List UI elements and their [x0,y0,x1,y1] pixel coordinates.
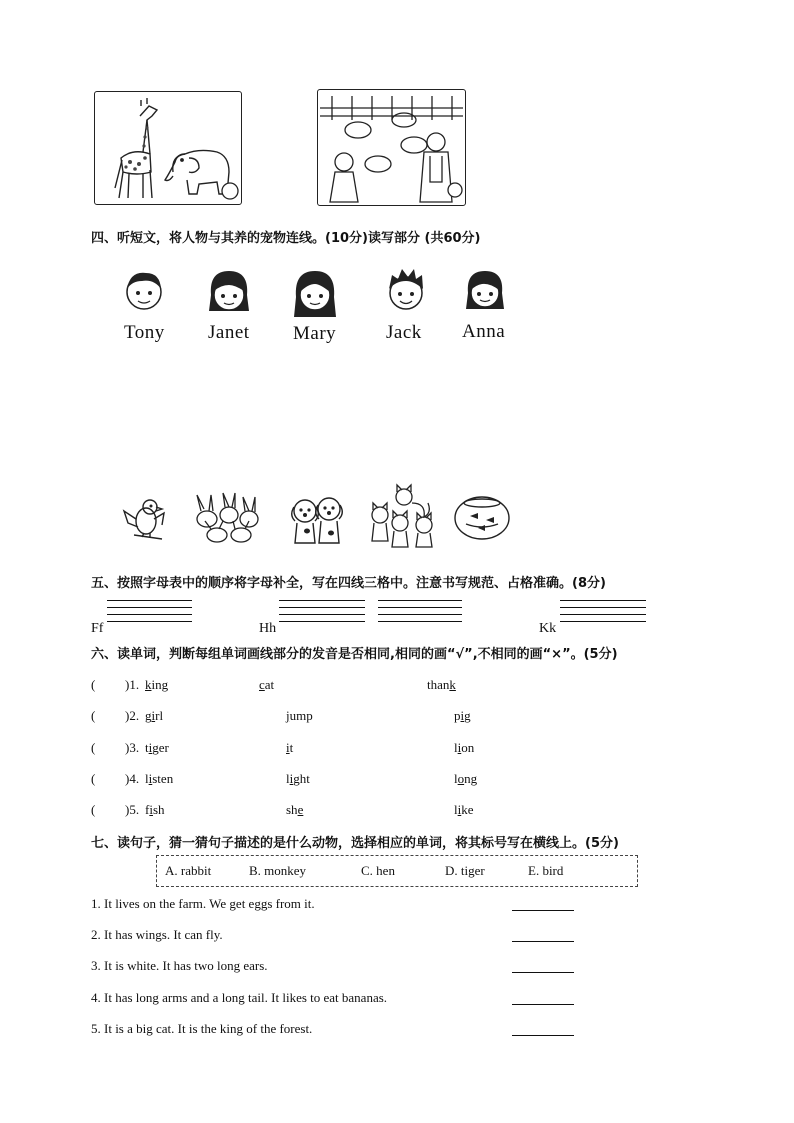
answer-blank-2[interactable] [512,941,574,942]
word-part: l [286,771,290,786]
tony-face-icon [120,265,168,317]
underlined-letters: k [449,677,456,692]
word [427,677,456,693]
writing-lines-2 [279,600,365,624]
person-name-jack: Jack [386,322,422,343]
underlined-letters: o [457,771,465,786]
writing-lines-1 [107,600,192,624]
word [286,802,303,818]
underlined-letters: k [145,677,152,692]
word [145,677,168,693]
option-a: A. rabbit [165,863,212,878]
answer-blank-4[interactable] [512,1004,574,1005]
sentence-5: 5. It is a big cat. It is the king of the forest. [91,1021,313,1036]
sentence-1: 1. It lives on the farm. We get eggs from it. [91,896,315,911]
janet-face-icon [205,265,253,319]
word [454,771,477,787]
answer-paren[interactable]: ( [91,677,96,692]
sentence-4: 4. It has long arms and a long tail. It likes to eat bananas. [91,990,388,1005]
giraffe-elephant-picture [94,91,242,205]
word [286,771,310,787]
bird-icon [120,497,168,543]
underlined-letters: j [286,708,290,723]
person-name-tony: Tony [124,322,165,343]
underlined-letters: e [297,802,304,817]
word-part: sh [152,802,165,817]
word-part: t [289,740,294,755]
fishbowl-icon [452,494,512,542]
answer-blank-5[interactable] [512,1035,574,1036]
answer-paren[interactable]: ( [91,708,96,723]
mary-face-icon [290,265,340,321]
answer-blank-1[interactable] [512,910,574,911]
jack-face-icon [382,265,430,317]
word-part: l [145,771,149,786]
section-6-title: 六、读单词，判断每组单词画线部分的发音是否相同,相同的画“√”,不相同的画“×”。(5分) [91,647,618,662]
underlined-letters: c [259,677,265,692]
word-part: g [145,708,152,723]
word [454,708,471,724]
underlined-letters: i [148,771,153,786]
letter-kk: Kk [539,621,557,636]
underlined-letters: i [457,740,462,755]
item-number: )2. [125,708,140,723]
section-5-title: 五、按照字母表中的顺序将字母补全，写在四线三格中。注意书写规范、占格准确。(8分) [91,576,606,591]
cat-icon [366,483,440,549]
sentence-3: 3. It is white. It has two long ears. [91,958,268,973]
word-part: sten [152,771,174,786]
word [145,802,165,818]
word-part: t [145,740,149,755]
word-part: at [264,677,275,692]
word-part: p [454,708,461,723]
answer-paren[interactable]: ( [91,802,96,817]
word [145,740,169,756]
underlined-letters: i [289,771,294,786]
writing-lines-3 [378,600,462,624]
word [145,771,173,787]
word [286,708,313,724]
person-name-mary: Mary [293,323,337,344]
word [286,740,293,756]
underlined-letters: i [149,802,153,817]
options-box [156,855,638,887]
section-4-title: 四、听短文，将人物与其养的宠物连线。(10分)读写部分 (共60分) [91,231,481,246]
dog-icon [287,493,347,547]
item-number: )5. [125,802,140,817]
word-part: l [454,740,458,755]
word-part: sh [286,802,298,817]
underlined-letters: i [460,708,465,723]
rabbit-icon [189,489,265,545]
section-7-title: 七、读句子，猜一猜句子描述的是什么动物，选择相应的单词，将其标号写在横线上。(5分) [91,836,619,851]
option-e: E. bird [528,863,564,878]
answer-paren[interactable]: ( [91,771,96,786]
word-part: ing [151,677,169,692]
word [145,708,163,724]
word-part: ger [152,740,169,755]
sentence-2: 2. It has wings. It can fly. [91,927,223,942]
word-part: rl [155,708,164,723]
person-name-anna: Anna [462,321,506,342]
anna-face-icon [462,265,508,317]
word-part: l [454,802,458,817]
answer-paren[interactable]: ( [91,740,96,755]
word-part: ump [289,708,313,723]
word-part: l [454,771,458,786]
item-number: )4. [125,771,140,786]
word-part: than [427,677,450,692]
underlined-letters: i [457,802,462,817]
underlined-letters: i [148,740,153,755]
option-c: C. hen [361,863,395,878]
word [259,677,274,693]
option-d: D. tiger [445,863,485,878]
word-part: ke [461,802,474,817]
word-part: f [145,802,150,817]
farm-picture [317,89,466,206]
word-part: ng [464,771,478,786]
person-name-janet: Janet [208,322,250,343]
writing-lines-4 [560,600,646,624]
word [454,802,474,818]
word-part: g [464,708,471,723]
underlined-letters: i [286,740,290,755]
item-number: )3. [125,740,140,755]
word-part: on [461,740,475,755]
letter-hh: Hh [259,621,277,636]
word-part: ght [293,771,310,786]
answer-blank-3[interactable] [512,972,574,973]
letter-ff: Ff [91,621,104,636]
option-b: B. monkey [249,863,307,878]
item-number: )1. [125,677,140,692]
underlined-letters: i [151,708,156,723]
word [454,740,474,756]
